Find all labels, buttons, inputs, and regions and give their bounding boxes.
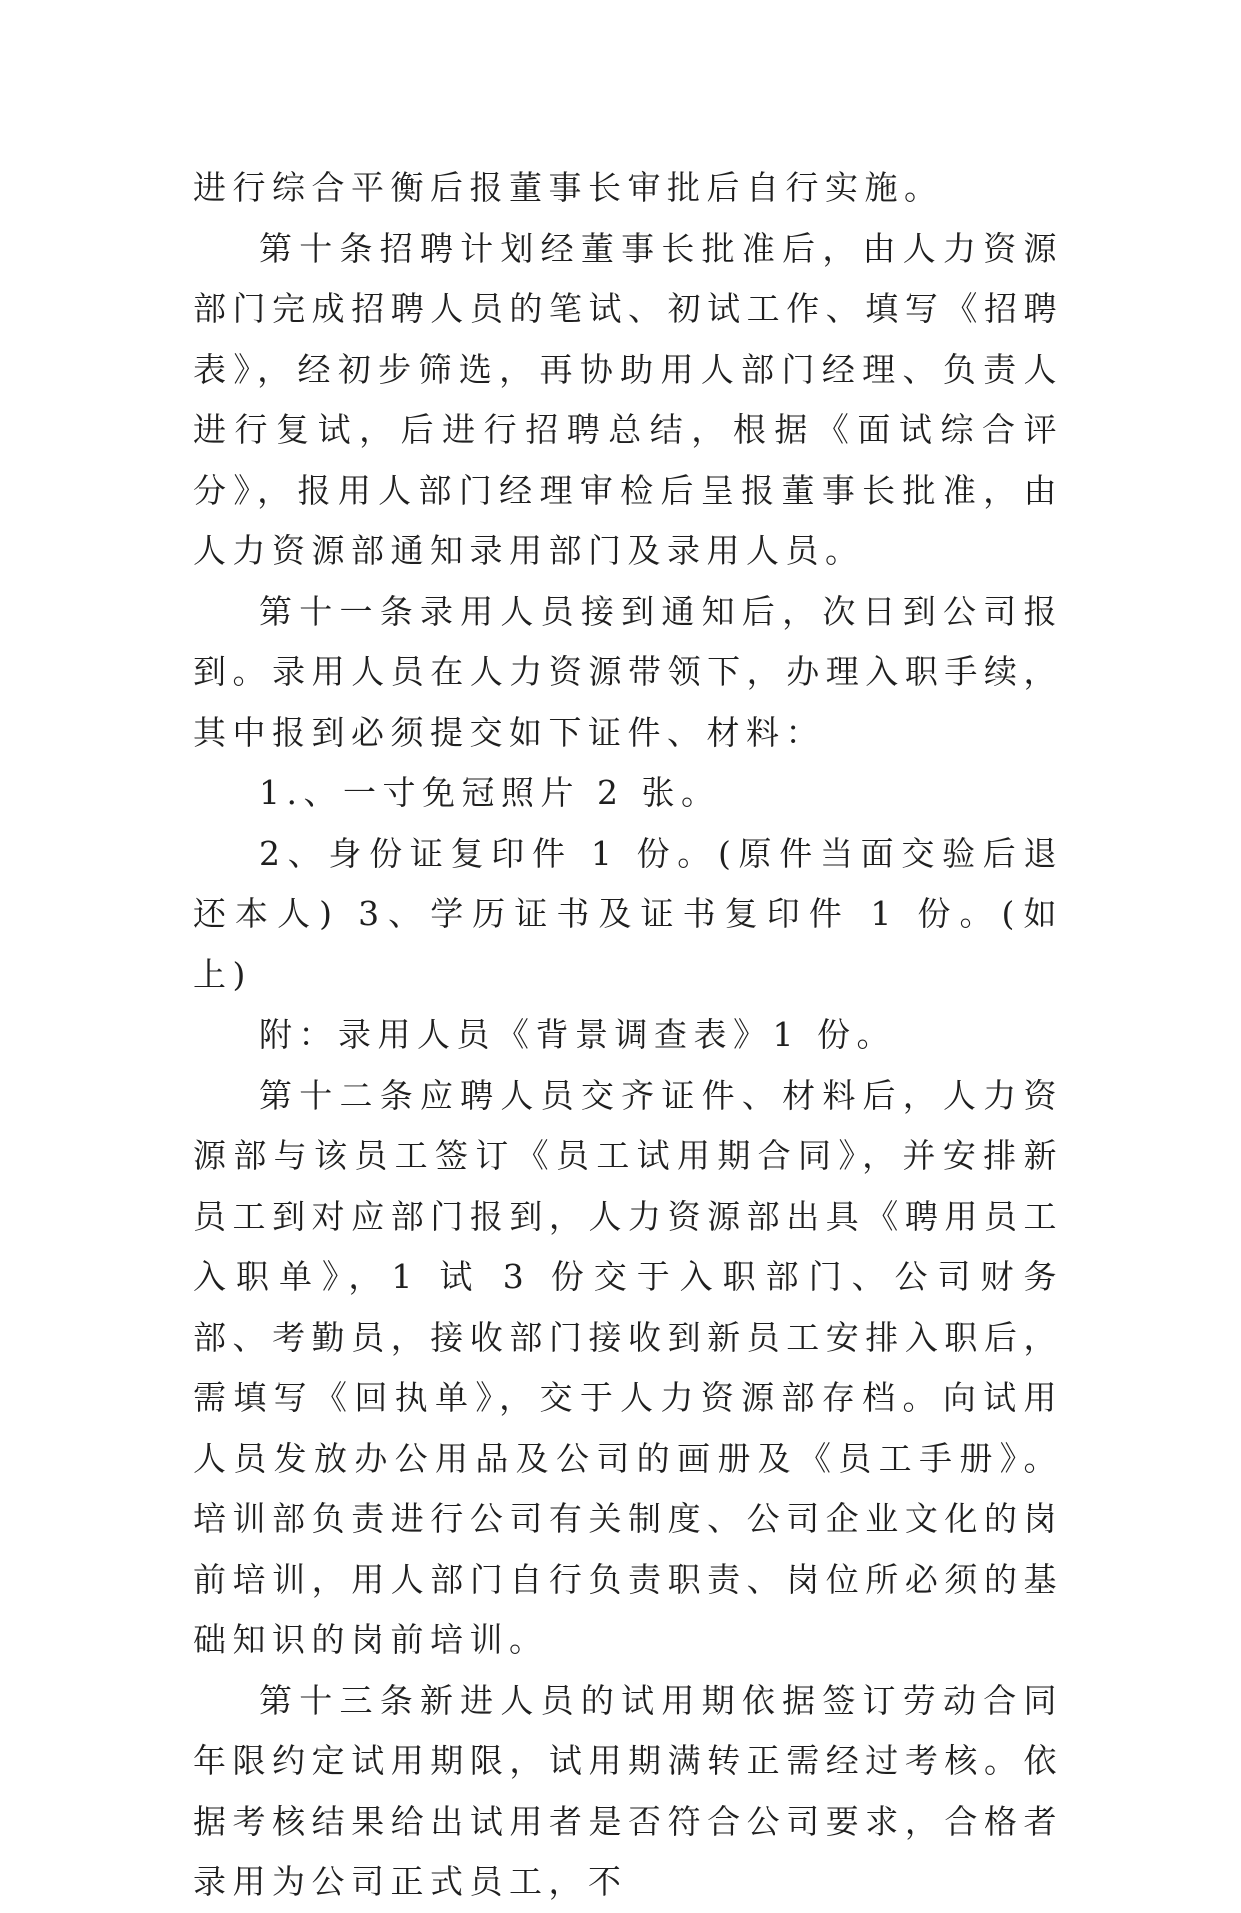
paragraph-attachment: 附：录用人员《背景调查表》1 份。 [259,1015,896,1054]
paragraph-article-12: 第十二条应聘人员交齐证件、材料后，人力资源部与该员工签订《员工试用期合同》，并安排新员工到对应部门报到，人力资源部出具《聘用员工入职单》，1 试 3 份交于入职部门、公司财务部、考勤员，接收部门接收到新员工安排入职后，需填写《回执单》，交于人力资源部存档。向试用人员发放办公用品及公司的画册及《员工手册》。培训部负责进行公司有关制度、公司企业文化的岗前培训，用人部门自行负责职责、岗位所必须的基础知识的岗前培训。 [193,1075,1063,1659]
paragraph-article-11: 第十一条录用人员接到通知后，次日到公司报到。录用人员在人力资源带领下，办理入职手续，其中报到必须提交如下证件、材料： [193,591,1063,752]
paragraph-article-10: 第十条招聘计划经董事长批准后，由人力资源部门完成招聘人员的笔试、初试工作、填写《招聘表》，经初步筛选，再协助用人部门经理、负责人进行复试，后进行招聘总结，根据《面试综合评分》，报用人部门经理审检后呈报董事长批准，由人力资源部通知录用部门及录用人员。 [193,228,1063,570]
document-body [193,158,1063,1913]
list-item-id-and-diploma: 2、身份证复印件 1 份。(原件当面交验后退还本人) 3、学历证书及证书复印件 1 份。(如上) [193,833,1063,994]
list-item-photo: 1.、一寸免冠照片 2 张。 [259,773,721,812]
paragraph-continuation: 进行综合平衡后报董事长审批后自行实施。 [193,168,944,207]
paragraph-article-13: 第十三条新进人员的试用期依据签订劳动合同年限约定试用期限，试用期满转正需经过考核。依据考核结果给出试用者是否符合公司要求，合格者录用为公司正式员工，不 [193,1680,1063,1901]
